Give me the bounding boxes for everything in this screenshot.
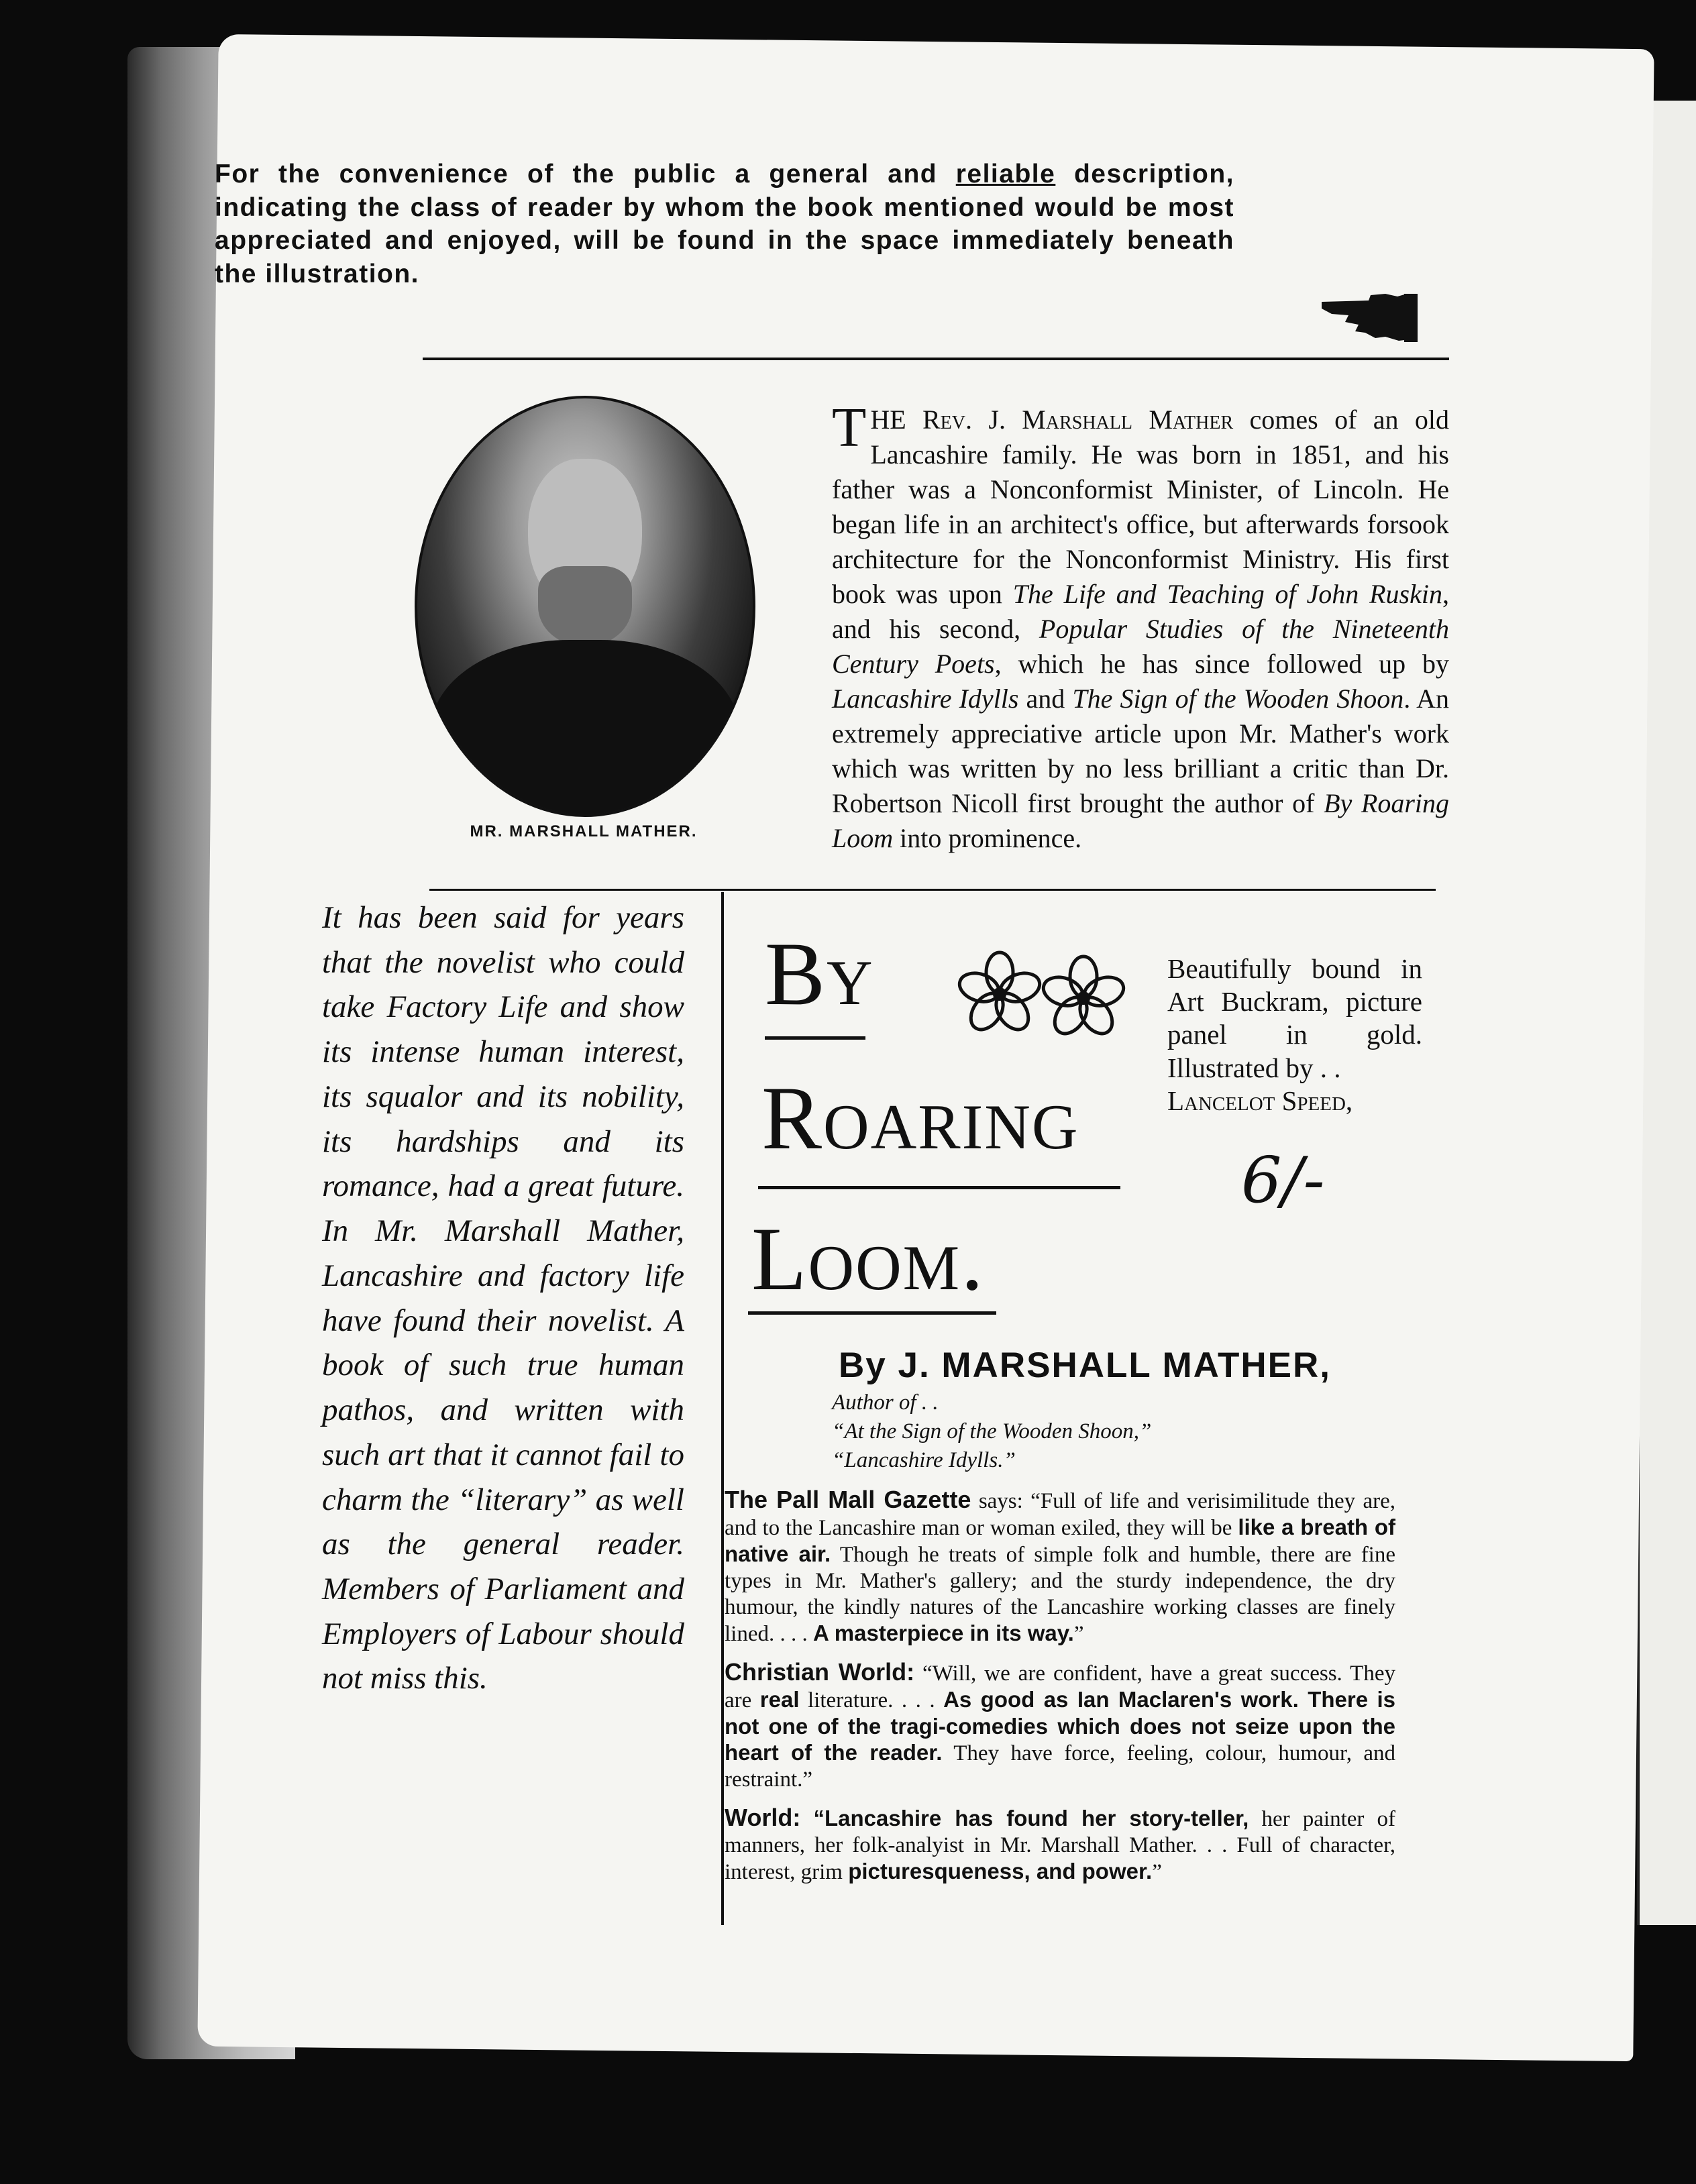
book-title-roaring: Roaring [761,1069,1079,1168]
title-rule-2 [758,1186,1120,1189]
other-works [832,1388,1302,1475]
illustrator-name: Lancelot Speed, [1167,1085,1353,1116]
review-text: her painter of manners, her folk-analyist in Mr. Marshall Mather. . . Full of character, interest, grim [725,1807,1396,1885]
rule-under-notice [423,358,1449,360]
review-text: ” [1152,1860,1162,1885]
notice-text-a: For the convenience of the public a general and [215,160,938,188]
review-source: The Pall Mall Gazette [725,1486,971,1513]
notice-underlined-word: reliable [955,160,1056,188]
review-text: ” [1073,1621,1084,1646]
author-byline: By J. MARSHALL MATHER, [839,1346,1332,1385]
review-text: Though he treats of simple folk and humble, there are fine types in Mr. Mather's gallery; and the sturdy independence, the dry humour, the kindly natures of the Lancashire working classes are finely lined. . . . [725,1542,1395,1646]
review-highlight: As good as Ian Maclaren's work. There is not one of the tragi-comedies which does not seize upon the heart of the reader. [725,1686,1395,1765]
portrait-coat [431,640,739,817]
review-highlight: picturesqueness, and power. [848,1859,1153,1884]
book-title-by: By [765,924,874,1024]
author-biography [832,396,1450,856]
bio-title-shoon: The Sign of the Wooden Shoon [1072,684,1404,714]
binding-details [1167,952,1422,1117]
review-text: They have force, feeling, colour, humour, and restraint.” [725,1741,1395,1792]
bio-text: . An extremely appreciative article upon Mr. Mather's work which was written by no less brilliant a critic than Dr. Robertson Nicoll first brought the author of [832,684,1450,818]
review-highlight: “Lancashire has found her story-teller, [813,1806,1249,1831]
review-highlight: A masterpiece in its way. [812,1620,1074,1645]
book-title-loom: Loom. [751,1209,985,1309]
review-text: literature. . . . [799,1688,944,1712]
author-portrait [409,396,758,840]
review-christian-world [725,1658,1395,1794]
review-world [725,1804,1395,1886]
pointing-hand-icon [1318,282,1419,349]
review-highlight: like a breath of native air. [725,1514,1395,1566]
notice-text-b: description, indicating the class of reader by whom the book mentioned would be most appreciated and enjoyed, will be found in the space immediately beneath the illustration. [215,160,1234,288]
bio-text: and [1018,684,1073,714]
reader-notice [215,158,1234,290]
portrait-caption: MR. MARSHALL MATHER. [470,822,698,840]
title-rule-3 [748,1311,996,1315]
portrait-beard [538,566,632,647]
bio-text: comes of an old Lancashire family. He was born in 1851, and his father was a Nonconformist Minister, of Lincoln. He began life in an architect's office, but afterwards forsook architecture for the Nonconformist Ministry. His first book was upon [832,404,1449,609]
bio-lead: HE Rev. J. Marshall Mather [870,404,1234,435]
binding-text: Beautifully bound in Art Buckram, picture panel in gold. Illustrated by . . [1167,953,1422,1083]
reader-description: It has been said for years that the novelist who could take Factory Life and show its intense human interest, its squalor and its nobility, its hardships and its romance, had a great future. In Mr. Marshall Mather, Lancashire and factory life have found their novelist. A book of such true human pathos, and written with such art that it cannot fail to charm the “literary” as well as the general reader. Members of Parliament and Employers of Labour should not miss this. [322,900,684,1696]
review-text: “Will, we are confident, have a great success. They are [725,1661,1395,1712]
review-pall-mall [725,1486,1395,1647]
column-divider [721,892,724,1925]
bio-dropcap: T [832,396,867,459]
bio-title-poets: Popular Studies of the Nineteenth Century Poets [832,614,1450,679]
title-rule-1 [765,1036,865,1040]
review-text [800,1807,813,1831]
review-source: World: [725,1804,801,1832]
portrait-oval [415,396,755,817]
review-source: Christian World: [725,1657,915,1686]
bio-title-loom: By Roaring Loom [832,788,1449,853]
other-work-title: “Lancashire Idylls.” [832,1448,1016,1472]
bio-title-idylls: Lancashire Idylls [832,684,1019,714]
press-reviews [725,1486,1395,1896]
book-price: 6/- [1241,1144,1325,1217]
bio-text: , which he has since followed up by [994,649,1450,679]
bio-title-ruskin: The Life and Teaching of John Ruskin [1012,579,1442,609]
review-highlight: real [759,1686,800,1712]
rule-under-bio [429,889,1436,891]
bio-text: , and his second, [832,579,1449,644]
flower-ornament-icon [953,946,1134,1046]
author-of-label: Author of . . [832,1390,939,1415]
review-text: says: “Full of life and verisimilitude they are, and to the Lancashire man or woman exiled, they will be [725,1489,1395,1540]
bio-text: into prominence. [893,823,1082,853]
other-work-title: “At the Sign of the Wooden Shoon,” [832,1419,1152,1443]
